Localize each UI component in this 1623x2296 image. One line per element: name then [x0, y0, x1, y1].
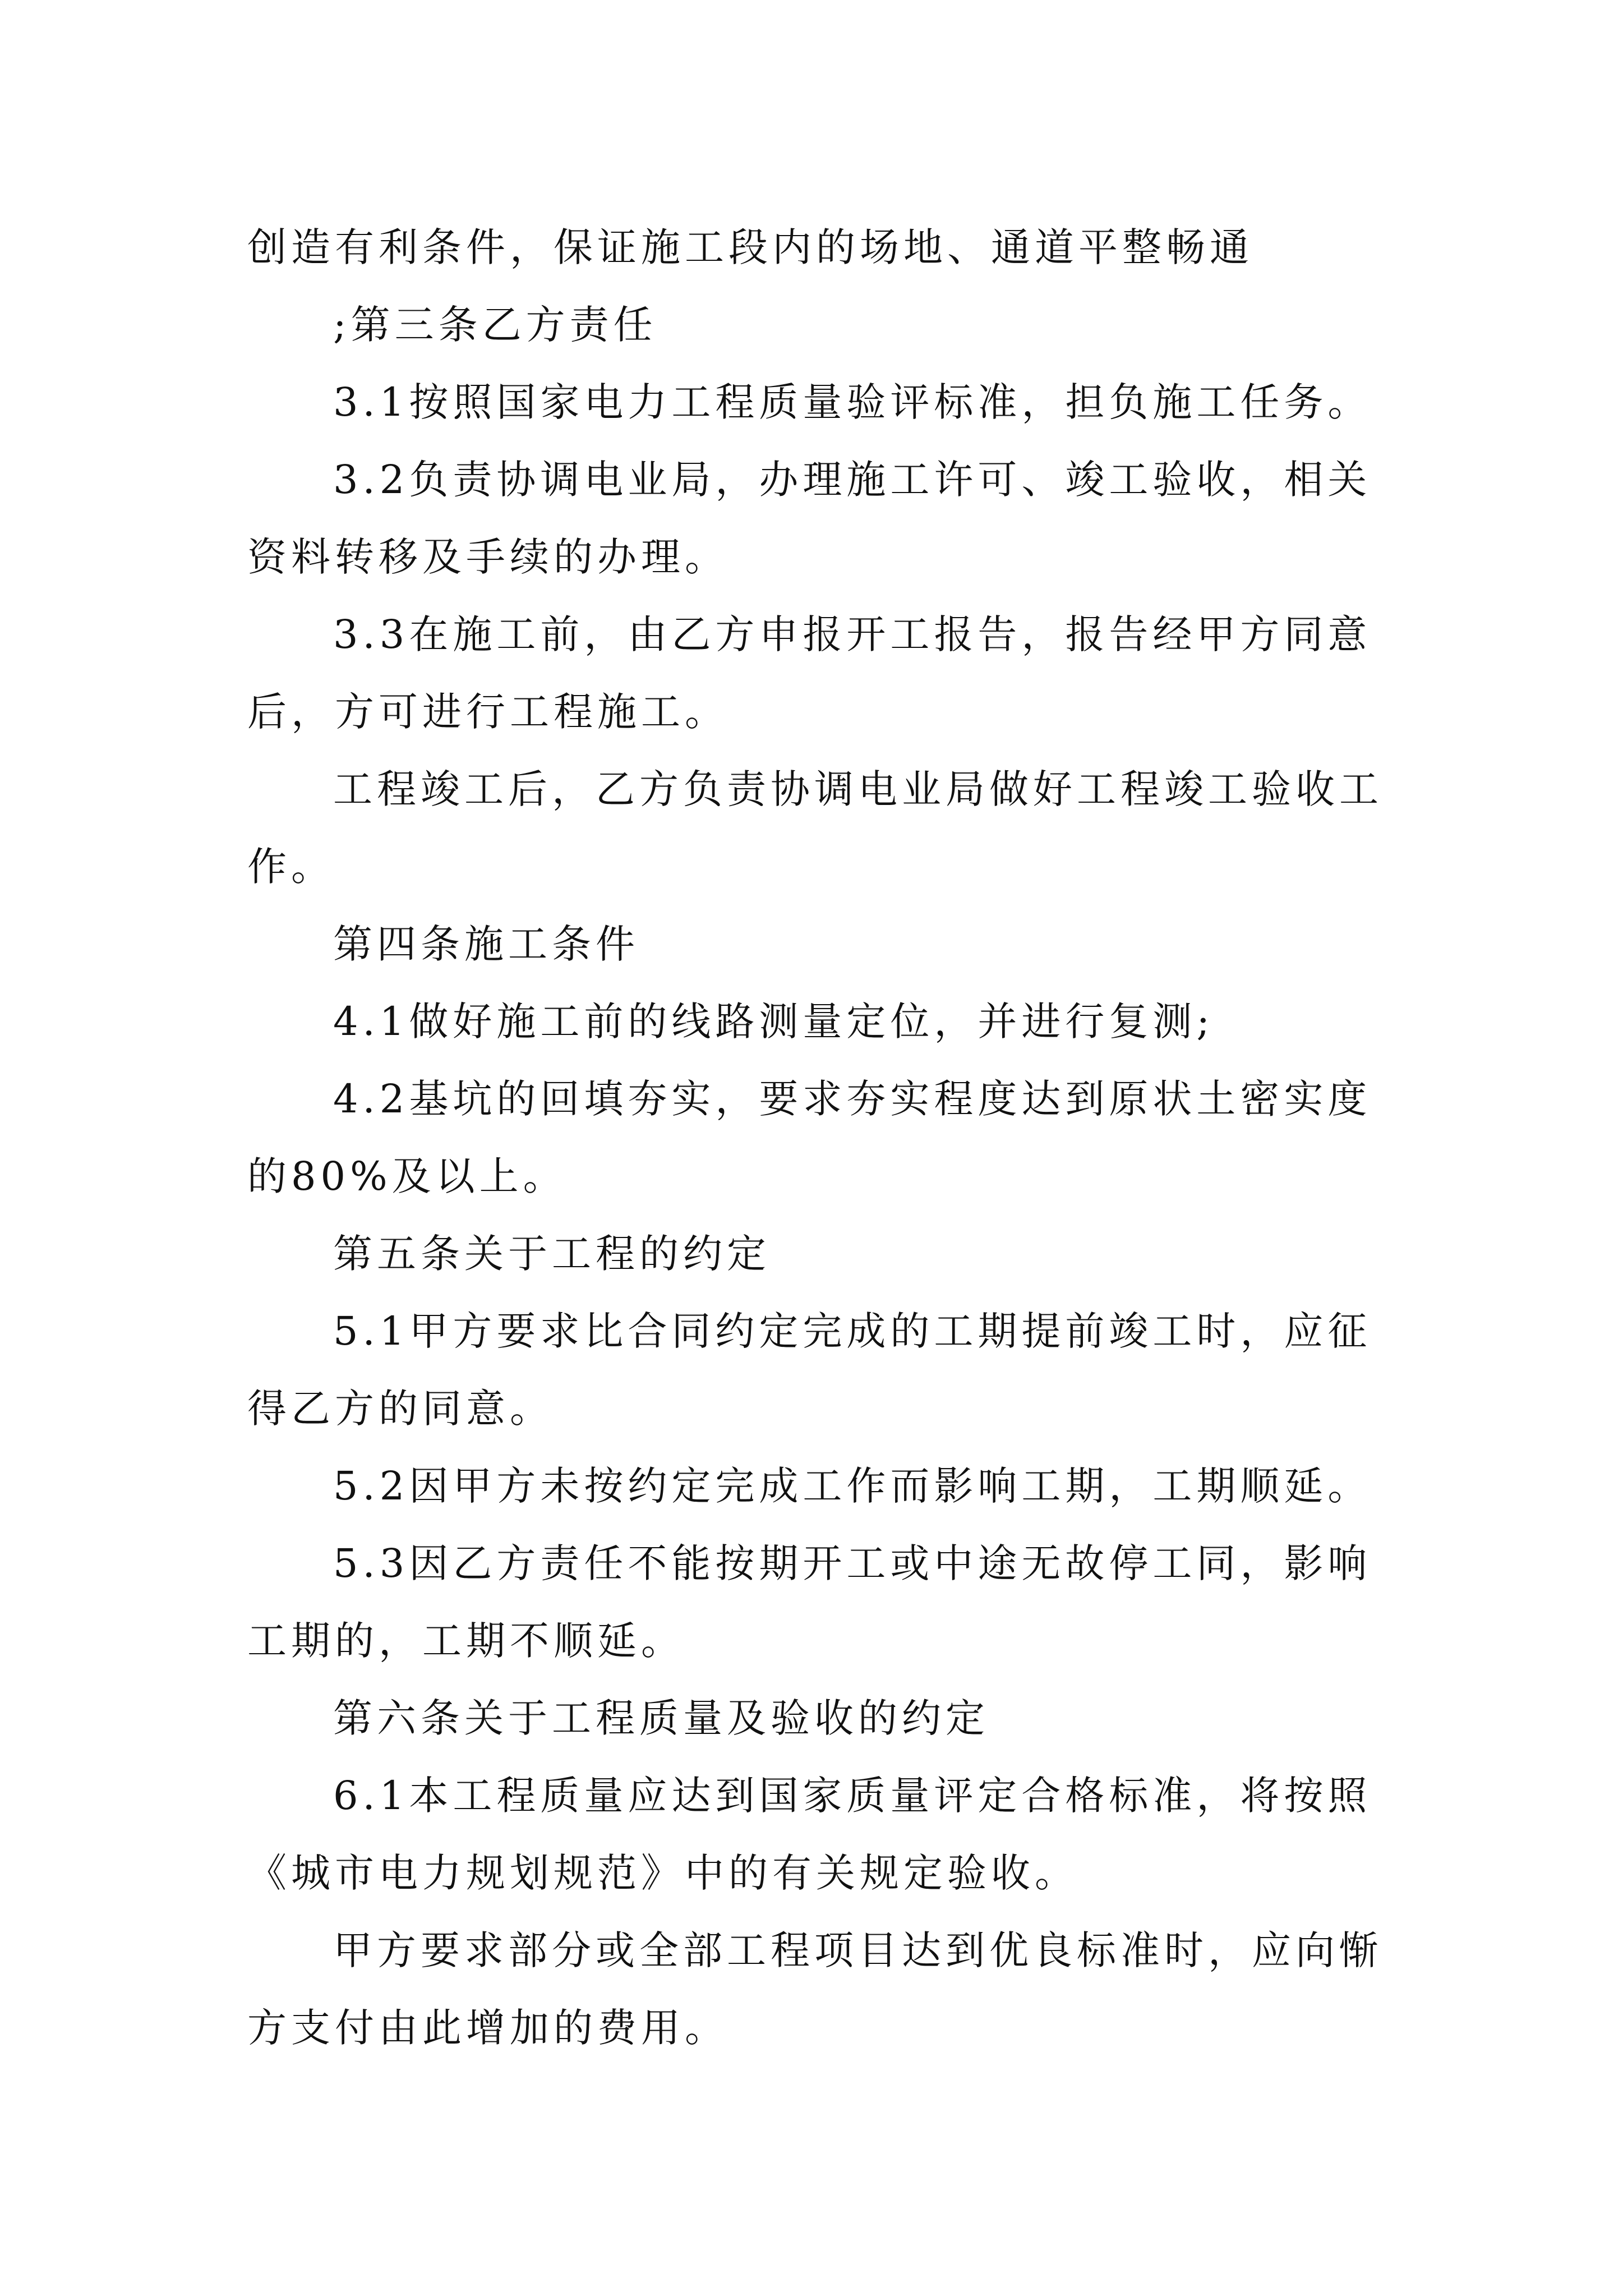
- paragraph-line: 6.1本工程质量应达到国家质量评定合格标准，将按照: [333, 1773, 1372, 1819]
- paragraph-line: 3.2负责协调电业局，办理施工许可、竣工验收，相关: [333, 457, 1372, 503]
- paragraph-line: 5.3因乙方责任不能按期开工或中途无故停工同，影响: [333, 1540, 1372, 1586]
- document-body: [247, 209, 1391, 2067]
- paragraph-line: 工期的，工期不顺延。: [247, 1618, 685, 1664]
- section-heading: 第四条施工条件: [333, 921, 639, 967]
- paragraph-line: 创造有利条件，保证施工段内的场地、通道平整畅通: [247, 224, 1253, 270]
- paragraph-line: 的80%及以上。: [247, 1153, 567, 1199]
- paragraph-line: 得乙方的同意。: [247, 1386, 554, 1432]
- paragraph-line: 甲方要求部分或全部工程项目达到优良标准时，应向惭: [333, 1927, 1383, 1973]
- section-heading: 第五条关于工程的约定: [333, 1231, 771, 1277]
- paragraph-line: 后，方可进行工程施工。: [247, 689, 728, 735]
- paragraph-line: 4.2基坑的回填夯实，要求夯实程度达到原状土密实度: [333, 1076, 1372, 1122]
- paragraph-line: 《城市电力规划规范》中的有关规定验收。: [247, 1850, 1078, 1896]
- paragraph-line: 5.2因甲方未按约定完成工作而影响工期，工期顺延。: [333, 1463, 1372, 1509]
- section-heading: ;第三条乙方责任: [333, 302, 657, 348]
- paragraph-line: 3.3在施工前，由乙方申报开工报告，报告经甲方同意: [333, 611, 1372, 657]
- paragraph-line: 4.1做好施工前的线路测量定位，并进行复测;: [333, 999, 1214, 1045]
- paragraph-line: 3.1按照国家电力工程质量验评标准，担负施工任务。: [333, 379, 1372, 425]
- section-heading: 第六条关于工程质量及验收的约定: [333, 1695, 989, 1741]
- paragraph-line: 作。: [247, 844, 335, 890]
- paragraph-line: 5.1甲方要求比合同约定完成的工期提前竣工时，应征: [333, 1308, 1372, 1354]
- paragraph-line: 资料转移及手续的办理。: [247, 534, 728, 580]
- paragraph-line: 工程竣工后，乙方负责协调电业局做好工程竣工验收工: [333, 766, 1383, 812]
- paragraph-line: 方支付由此增加的费用。: [247, 2005, 728, 2051]
